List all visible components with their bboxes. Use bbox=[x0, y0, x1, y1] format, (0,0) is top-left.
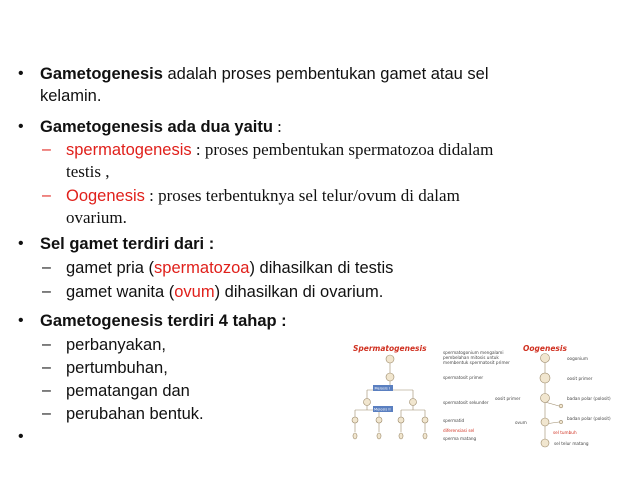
svg-text:spermatogonium mengalami: spermatogonium mengalami bbox=[443, 350, 504, 355]
stage-item: perubahan bentuk. bbox=[66, 405, 204, 423]
svg-text:sel tumbuh: sel tumbuh bbox=[553, 430, 577, 435]
svg-text:pembelahan mitosis untuk: pembelahan mitosis untuk bbox=[443, 355, 499, 360]
bullet-symbol: • bbox=[18, 65, 24, 82]
svg-text:oogonium: oogonium bbox=[567, 356, 588, 361]
svg-text:sperma matang: sperma matang bbox=[443, 436, 477, 441]
dash-symbol: – bbox=[42, 187, 51, 204]
sub-gamet-pria: gamet pria (spermatozoa) dihasilkan di testis bbox=[66, 259, 394, 277]
svg-text:spermatid: spermatid bbox=[443, 418, 465, 423]
meiosis-1-label: Meiosis I bbox=[374, 386, 390, 391]
gametogenesis-diagram bbox=[345, 340, 615, 458]
svg-text:diferensiasi sel: diferensiasi sel bbox=[443, 428, 475, 433]
dash-symbol: – bbox=[42, 336, 51, 353]
svg-text:oosit primer: oosit primer bbox=[495, 396, 521, 401]
bullet-symbol: • bbox=[18, 428, 24, 445]
stage-item: pertumbuhan, bbox=[66, 359, 168, 377]
svg-text:membentuk spermatosit primer: membentuk spermatosit primer bbox=[443, 360, 510, 365]
bullet-sel-gamet: Sel gamet terdiri dari : bbox=[40, 235, 215, 253]
dash-symbol: – bbox=[42, 405, 51, 422]
dash-symbol: – bbox=[42, 259, 51, 276]
dash-symbol: – bbox=[42, 141, 51, 158]
sub-gamet-wanita: gamet wanita (ovum) dihasilkan di ovarium. bbox=[66, 283, 384, 301]
bullet-continuation: kelamin. bbox=[40, 87, 102, 105]
dash-symbol: – bbox=[42, 359, 51, 376]
svg-text:ovum: ovum bbox=[515, 420, 527, 425]
svg-text:spermatosit sekunder: spermatosit sekunder bbox=[443, 400, 489, 405]
bullet-gametogenesis-types: Gametogenesis ada dua yaitu : bbox=[40, 117, 282, 136]
stage-item: perbanyakan, bbox=[66, 336, 166, 354]
svg-text:oosit primer: oosit primer bbox=[567, 376, 593, 381]
sub-continuation: ovarium. bbox=[66, 208, 127, 227]
bullet-symbol: • bbox=[18, 312, 24, 329]
stage-item: pematangan dan bbox=[66, 382, 190, 400]
sub-spermatogenesis: spermatogenesis : proses pembentukan spermatozoa didalam bbox=[66, 140, 494, 159]
bullet-gametogenesis-definition: Gametogenesis adalah proses pembentukan gamet atau sel bbox=[40, 65, 489, 83]
svg-text:badan polar (polosit): badan polar (polosit) bbox=[567, 396, 611, 401]
meiosis-2-label: Meiosis II bbox=[374, 407, 391, 412]
svg-text:sel telur matang: sel telur matang bbox=[554, 441, 589, 446]
bullet-symbol: • bbox=[18, 118, 24, 135]
bullet-tahap: Gametogenesis terdiri 4 tahap : bbox=[40, 312, 287, 330]
dash-symbol: – bbox=[42, 283, 51, 300]
bullet-symbol: • bbox=[18, 235, 24, 252]
svg-text:spermatosit primer: spermatosit primer bbox=[443, 375, 484, 380]
dash-symbol: – bbox=[42, 382, 51, 399]
sub-continuation: testis , bbox=[66, 162, 110, 181]
sub-oogenesis: Oogenesis : proses terbentuknya sel telur/ovum di dalam bbox=[66, 186, 460, 205]
diagram-title-spermatogenesis: Spermatogenesis bbox=[353, 344, 427, 353]
diagram-title-oogenesis: Oogenesis bbox=[523, 344, 567, 353]
svg-text:badan polar (polosit): badan polar (polosit) bbox=[567, 416, 611, 421]
